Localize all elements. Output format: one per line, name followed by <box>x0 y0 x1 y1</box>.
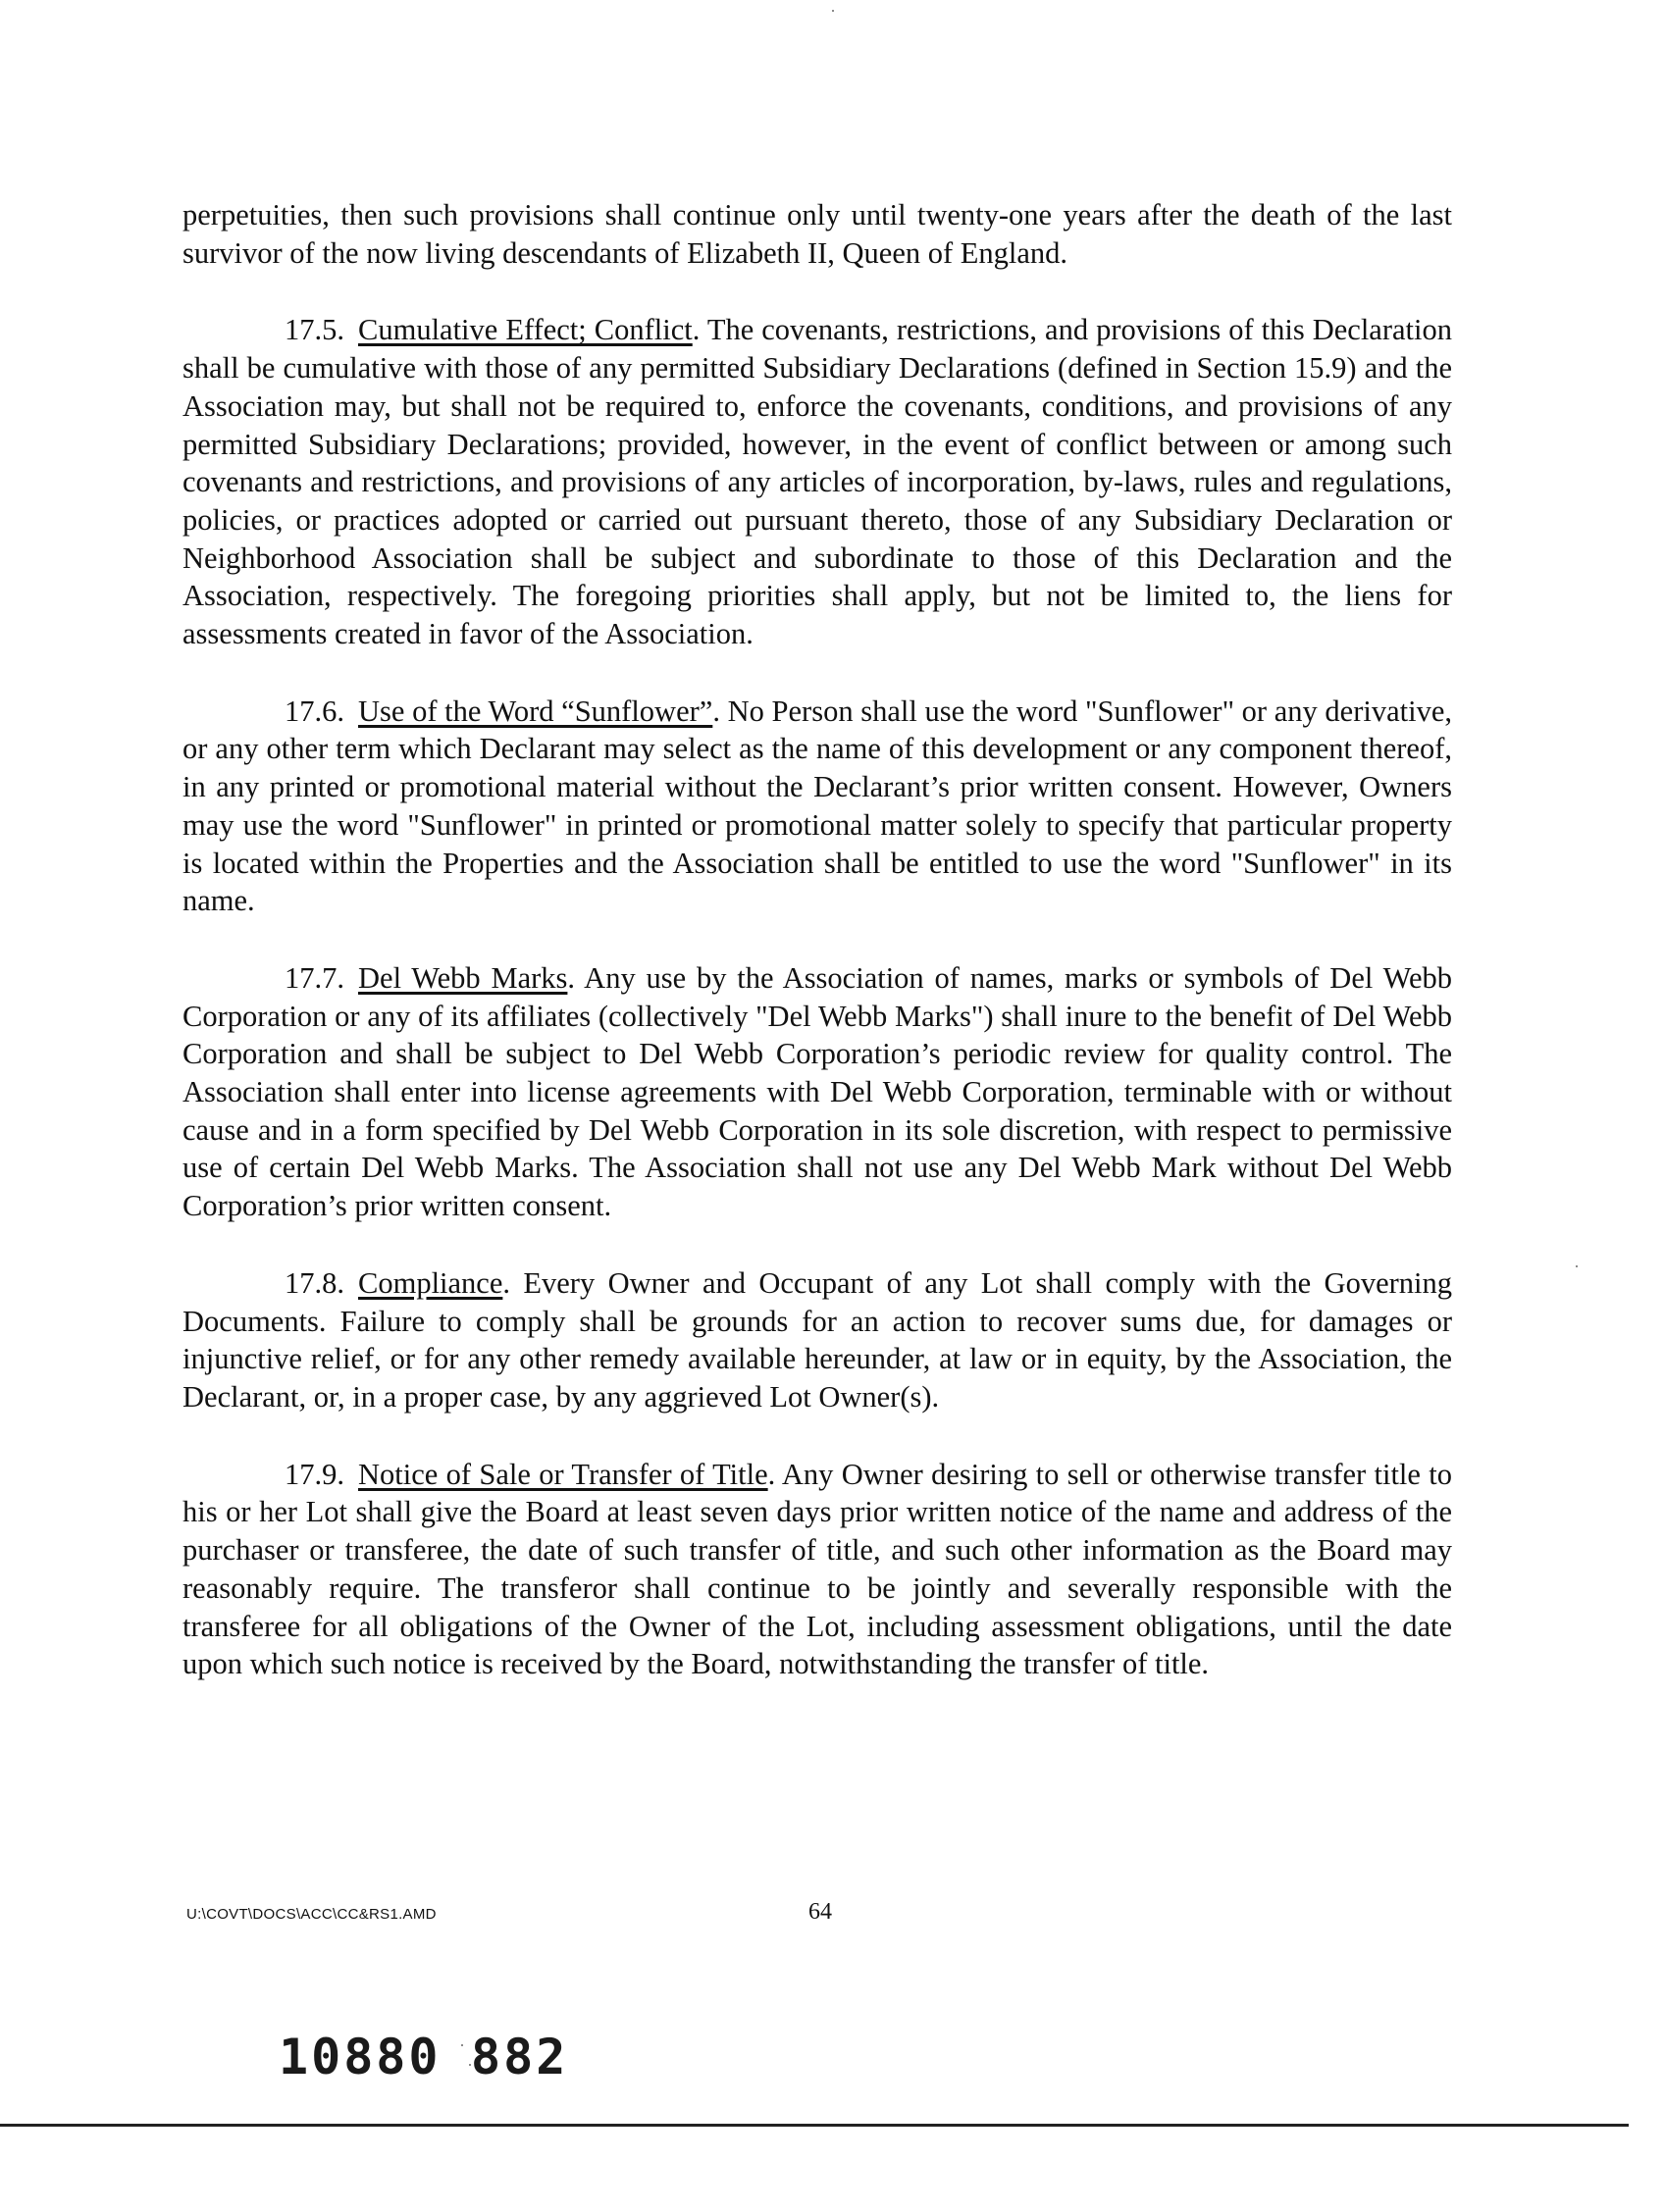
section-17-9 <box>182 1456 1452 1683</box>
page-number: 64 <box>808 1899 832 1925</box>
section-heading: Del Webb Marks <box>358 960 568 995</box>
section-number: 17.6. <box>285 694 344 728</box>
section-text: . The covenants, restrictions, and provisions of this Declaration shall be cumulative with those of any permitted Subsidiary Declarations (defined in Section 15.9) and the Association may, but shall not be required to, enforce the covenants, conditions, and provisions of any permitted Subsidiary Declarations; provided, however, in the event of conflict between or among such covenants and restrictions, and provisions of any articles of incorporation, by-laws, rules and regulations, policies, or practices adopted or carried out pursuant thereto, those of any Subsidiary Declaration or Neighborhood Association shall be subject and subordinate to those of this Declaration and the Association, respectively. The foregoing priorities shall apply, but not be limited to, the liens for assessments created in favor of the Association. <box>182 313 1452 651</box>
section-heading: Use of the Word “Sunflower” <box>358 694 713 728</box>
recording-stamp-book: 10880 <box>279 2029 442 2085</box>
recording-stamp-page: 882 <box>471 2029 569 2085</box>
paragraph-continuation <box>182 196 1452 272</box>
scan-speck <box>1576 1265 1578 1267</box>
section-text: . No Person shall use the word "Sunflower" or any derivative, or any other term which Declarant may select as the name of this development or any component thereof, in any printed or promotional material without the Declarant’s prior written consent. However, Owners may use the word "Sunflower" in printed or promotional matter solely to specify that particular property is located within the Properties and the Association shall be entitled to use the word "Sunflower" in its name. <box>182 694 1452 918</box>
section-text: . Any use by the Association of names, marks or symbols of Del Webb Corporation or any of its affiliates (collectively "Del Webb Marks") shall inure to the benefit of Del Webb Corporation and shall be subject to Del Webb Corporation’s periodic review for quality control. The Association shall enter into license agreements with Del Webb Corporation, terminable with or without cause and in a form specified by Del Webb Corporation in its sole discretion, with respect to permissive use of certain Del Webb Marks. The Association shall not use any Del Webb Mark without Del Webb Corporation’s prior written consent. <box>182 960 1452 1223</box>
section-number: 17.5. <box>285 313 344 347</box>
section-number: 17.9. <box>285 1457 344 1491</box>
scan-speck <box>461 2044 463 2046</box>
bottom-scan-line <box>0 2124 1629 2127</box>
section-text: . Every Owner and Occupant of any Lot shall comply with the Governing Documents. Failure to comply shall be grounds for an action to recover sums due, for damages or injunctive relief, or for any other remedy available hereunder, at law or in equity, by the Association, the Declarant, or, in a proper case, by any aggrieved Lot Owner(s). <box>182 1265 1452 1414</box>
section-text: . Any Owner desiring to sell or otherwise transfer title to his or her Lot shall give the Board at least seven days prior written notice of the name and address of the purchaser or transferee, the date of such transfer of title, and such other information as the Board may reasonably require. The transferor shall continue to be jointly and severally responsible with the transferee for all obligations of the Owner of the Lot, including assessment obligations, until the date upon which such notice is received by the Board, notwithstanding the transfer of title. <box>182 1457 1452 1681</box>
section-heading: Notice of Sale or Transfer of Title <box>358 1457 768 1491</box>
section-17-8 <box>182 1264 1452 1416</box>
section-17-5 <box>182 311 1452 652</box>
scan-speck <box>832 10 834 12</box>
section-17-6 <box>182 693 1452 920</box>
section-number: 17.7. <box>285 960 344 995</box>
section-heading: Compliance <box>358 1265 503 1300</box>
paragraph-text: perpetuities, then such provisions shall continue only until twenty-one years after the death of the last survivor of the now living descendants of Elizabeth II, Queen of England. <box>182 198 1452 270</box>
section-heading: Cumulative Effect; Conflict <box>358 313 693 347</box>
section-number: 17.8. <box>285 1265 344 1300</box>
scan-speck <box>469 2064 471 2066</box>
document-body <box>182 196 1452 1723</box>
footer-file-path: U:\COVT\DOCS\ACC\CC&RS1.AMD <box>186 1906 437 1923</box>
section-17-7 <box>182 959 1452 1225</box>
